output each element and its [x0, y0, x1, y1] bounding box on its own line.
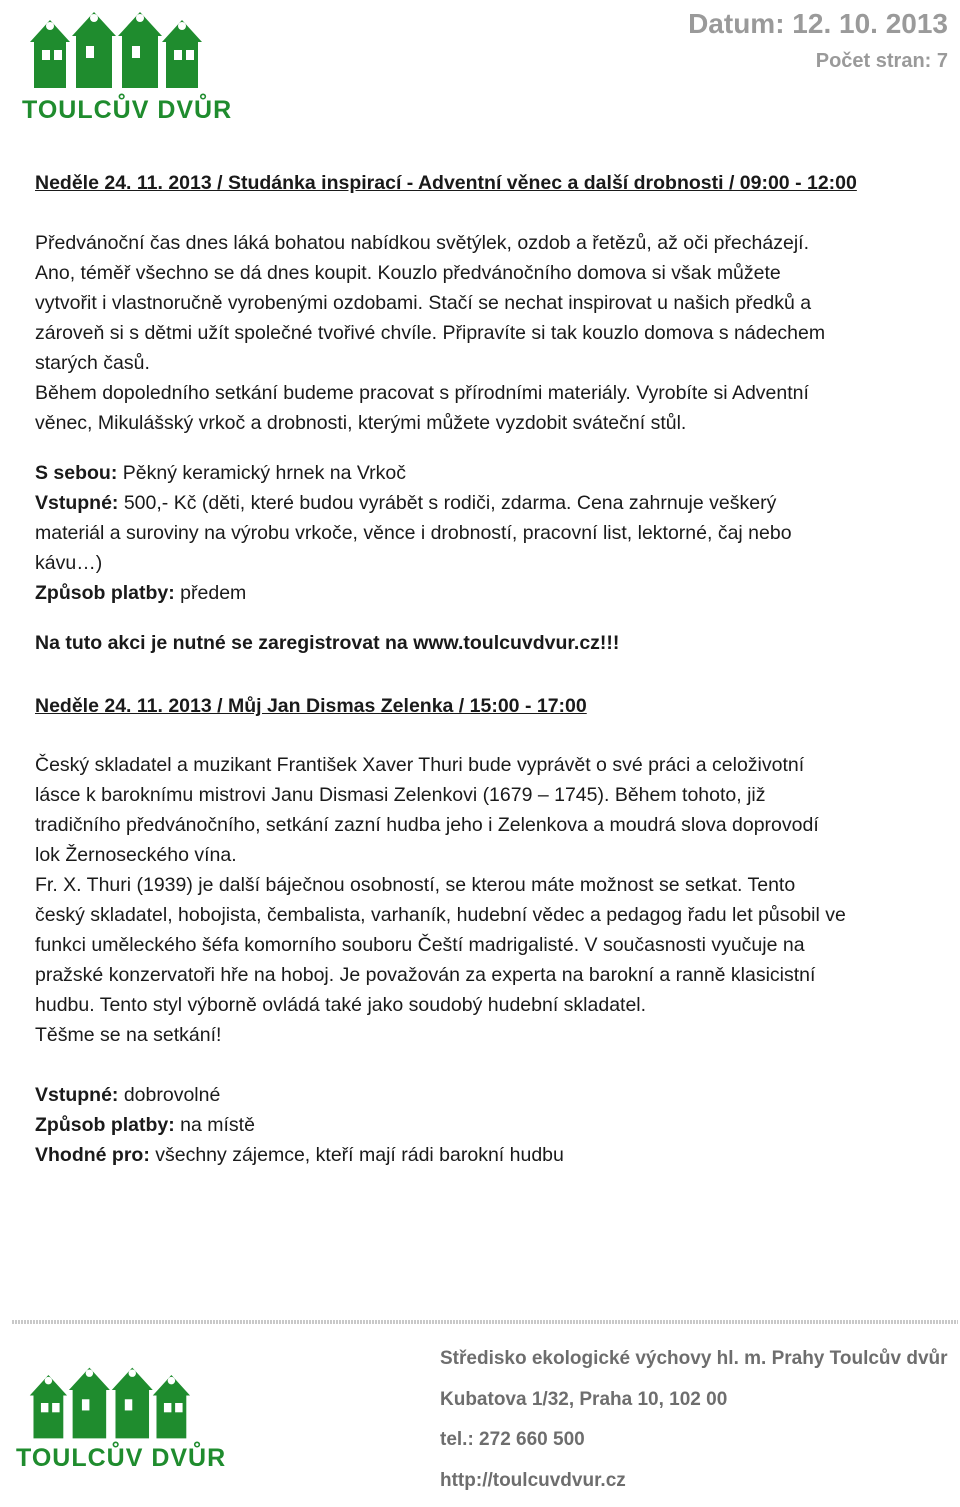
event2-title: Neděle 24. 11. 2013 / Můj Jan Dismas Zelenka / 15:00 - 17:00	[35, 691, 935, 721]
footer-address: Kubatova 1/32, Praha 10, 102 00	[440, 1386, 948, 1427]
document-body	[35, 168, 935, 1170]
event1-payment	[35, 578, 935, 608]
bring-label: S sebou:	[35, 462, 117, 484]
event2-line: funkci uměleckého šéfa komorního souboru Čeští madrigalisté. V současnosti vyučuje na	[35, 930, 935, 960]
event1-line: starých časů.	[35, 348, 935, 378]
footer-divider	[12, 1320, 958, 1324]
event1-bring	[35, 458, 935, 488]
event1-title: Neděle 24. 11. 2013 / Studánka inspirací - Adventní věnec a další drobnosti / 09:00 - 12:00	[35, 168, 935, 198]
event2-line: hudbu. Tento styl výborně ovládá také jako soudobý hudební skladatel.	[35, 990, 935, 1020]
fee-label: Vstupné:	[35, 492, 118, 514]
event2-description	[35, 750, 935, 1050]
event1-fee	[35, 488, 935, 518]
logo	[22, 6, 232, 125]
fee-value: 500,- Kč (děti, které budou vyrábět s rodiči, zdarma. Cena zahrnuje veškerý	[118, 492, 776, 514]
event2-payment	[35, 1110, 935, 1140]
logo-houses-icon	[22, 6, 207, 94]
event2-line: český skladatel, hobojista, čembalista, varhaník, hudební vědec a pedagog řadu let působil ve	[35, 900, 935, 930]
page-count: Počet stran: 7	[688, 50, 948, 73]
event2-line: Fr. X. Thuri (1939) je další báječnou osobností, se kterou máte možnost se setkat. Tento	[35, 870, 935, 900]
event2-line: Český skladatel a muzikant František Xaver Thuri bude vyprávět o své práci a celoživotní	[35, 750, 935, 780]
fee-label: Vstupné:	[35, 1084, 118, 1106]
suitable-value: všechny zájemce, kteří mají rádi barokní hudbu	[150, 1144, 564, 1166]
event2-line: Těšme se na setkání!	[35, 1020, 935, 1050]
payment-label: Způsob platby:	[35, 582, 175, 604]
header-meta	[688, 8, 948, 73]
event2-line: lásce k baroknímu mistrovi Janu Dismasi Zelenkovi (1679 – 1745). Během tohoto, již	[35, 780, 935, 810]
suitable-label: Vhodné pro:	[35, 1144, 150, 1166]
footer-org: Středisko ekologické výchovy hl. m. Prahy Toulcův dvůr	[440, 1345, 948, 1386]
footer-logo-text: TOULCŮV DVŮR	[16, 1444, 226, 1473]
event1-description	[35, 228, 935, 438]
bring-value: Pěkný keramický hrnek na Vrkoč	[117, 462, 406, 484]
payment-label: Způsob platby:	[35, 1114, 175, 1136]
event1-line: Předvánoční čas dnes láká bohatou nabídkou světýlek, ozdob a řetězů, až oči přecházejí.	[35, 228, 935, 258]
payment-value: předem	[175, 582, 247, 604]
event1-line: Ano, téměř všechno se dá dnes koupit. Kouzlo předvánočního domova si však můžete	[35, 258, 935, 288]
footer-contact	[440, 1345, 948, 1507]
event2-line: lok Žernoseckého vína.	[35, 840, 935, 870]
footer-phone: tel.: 272 660 500	[440, 1426, 948, 1467]
event1-line: Během dopoledního setkání budeme pracovat s přírodními materiály. Vyrobíte si Adventní	[35, 378, 935, 408]
fee-value: dobrovolné	[118, 1084, 220, 1106]
event1-line: zároveň si s dětmi užít společné tvořivé chvíle. Připravíte si tak kouzlo domova s nádechem	[35, 318, 935, 348]
logo-houses-icon	[16, 1362, 201, 1444]
payment-value: na místě	[175, 1114, 255, 1136]
event2-line: tradičního předvánočního, setkání zazní hudba jeho i Zelenkova a moudrá slova doprovodí	[35, 810, 935, 840]
event2-suitable	[35, 1140, 935, 1170]
footer-logo	[16, 1362, 226, 1473]
event1-line: věnec, Mikulášský vrkoč a drobnosti, kterými můžete vyzdobit sváteční stůl.	[35, 408, 935, 438]
document-date: Datum: 12. 10. 2013	[688, 8, 948, 40]
registration-notice: Na tuto akci je nutné se zaregistrovat na www.toulcuvdvur.cz!!!	[35, 628, 935, 658]
event1-fee-line: kávu…)	[35, 548, 935, 578]
event1-fee-line: materiál a suroviny na výrobu vrkoče, věnce i drobností, pracovní list, lektorné, čaj nebo	[35, 518, 935, 548]
event2-fee	[35, 1080, 935, 1110]
logo-text: TOULCŮV DVŮR	[22, 96, 232, 125]
event2-line: pražské konzervatoři hře na hoboj. Je považován za experta na barokní a ranně klasicistní	[35, 960, 935, 990]
footer-web-link[interactable]: http://toulcuvdvur.cz	[440, 1467, 948, 1507]
event1-line: vytvořit i vlastnoručně vyrobenými ozdobami. Stačí se nechat inspirovat u našich předků a	[35, 288, 935, 318]
